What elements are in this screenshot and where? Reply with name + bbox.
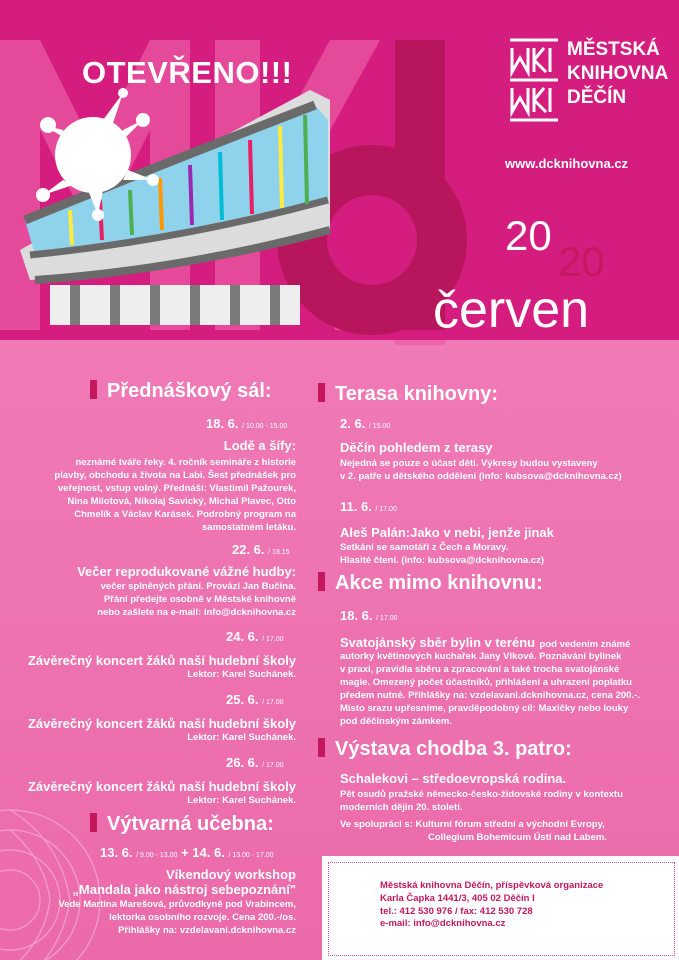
section-art-room: Výtvarná učebna: xyxy=(90,813,274,836)
section-marker xyxy=(318,383,325,402)
event-date: 25. 6. / 17.00 xyxy=(226,692,284,707)
event-date: 22. 6. / 18.15 xyxy=(232,542,290,557)
event-description: Nejedná se pouze o účast dětí. Výkresy budou vystaveny v 2. patře u dětského oddělení (info: kubsova@dcknihovna.cz) xyxy=(340,458,622,482)
year-top: 20 xyxy=(505,212,552,259)
logo-line-2: KNIHOVNA xyxy=(567,63,669,84)
event-description: Setkání se samotáři z Čech a Moravy. Hlasité čtení. (info: kubsova@dcknihovna.cz) xyxy=(340,542,545,566)
contact-box xyxy=(322,856,679,960)
section-exhibition: Výstava chodba 3. patro: xyxy=(318,738,572,761)
website-link[interactable]: www.dcknihovna.cz xyxy=(505,156,629,171)
event-date: 11. 6. / 17.00 xyxy=(340,499,397,514)
event-date: 13. 6. / 9.00 - 13.00 + 14. 6. / 13.00 - 17.00 xyxy=(100,845,274,860)
section-marker xyxy=(318,572,325,591)
logo-line-1: MĚSTSKÁ xyxy=(567,39,660,60)
event-description: večer splněných přání. Provází Jan Bučina. Přání předejte osobně v Městské knihovně nebo zašlete na e-mail: info@dcknihovna.cz xyxy=(97,581,296,618)
event-title-line: Svatojánský sběr bylin v terénu pod vedením známé xyxy=(340,635,631,650)
event-date: 18. 6. / 10.00 - 15.00 xyxy=(206,416,288,431)
section-marker xyxy=(90,380,97,399)
event-description: Vede Martina Marešová, průvodkyně pod Vrabincem, lektorka osobního rozvoje. Cena 200.-/os. Přihlášky na: vzdelavani.dcknihovna.cz xyxy=(58,899,296,936)
event-title: Lodě a šífy: xyxy=(223,438,296,453)
event-description: Lektor: Karel Suchánek. xyxy=(187,669,296,680)
header xyxy=(0,0,679,340)
event-date: 26. 6. / 17.00 xyxy=(226,755,284,770)
event-description: Lektor: Karel Suchánek. xyxy=(187,795,296,806)
event-date: 18. 6. / 17.00 xyxy=(340,608,398,623)
year-bottom: 20 xyxy=(558,238,605,285)
event-title: Aleš Palán:Jako v nebi, jenže jinak xyxy=(340,525,554,540)
contact-text xyxy=(380,880,603,931)
contact-org: Městská knihovna Děčín, příspěvková organizace xyxy=(380,880,604,891)
splash-graphic xyxy=(28,85,168,225)
event-title: Závěrečný koncert žáků naší hudební školy xyxy=(27,779,296,794)
event-description: Lektor: Karel Suchánek. xyxy=(187,732,296,743)
section-marker xyxy=(90,813,97,832)
section-marker xyxy=(318,738,325,757)
event-title: Závěrečný koncert žáků naší hudební školy xyxy=(27,716,296,731)
section-outside-events: Akce mimo knihovnu: xyxy=(318,572,543,595)
event-description: Pět osudů pražské německo-česko-židovské rodiny v kontextu moderních dějin 20. století. xyxy=(340,789,623,813)
month-title: červen xyxy=(433,281,590,339)
event-title: Děčín pohledem z terasy xyxy=(340,440,493,455)
event-title: Večer reprodukované vážné hudby: xyxy=(77,564,296,579)
event-partners: Ve spolupráci s: Kulturní fórum střední a východní Evropy, Collegium Bohemicum Ústí nad Labem. xyxy=(340,819,607,843)
event-title: Schalekovi – středoevropská rodina. xyxy=(340,771,567,786)
logo-text xyxy=(567,38,668,110)
event-description: neznámé tváře řeky. 4. ročník semináře z historie plavby, obchodu a života na Labi. Šest přednášek pro veřejnost, vstup volný. Přednáší: Vlastimil Pažourek, Nina Milotová, Nikolaj Savický, Michal Plavec, Otto Chmelík a Václav Karásek. Podrobný program na samostatném letáku. xyxy=(54,457,296,533)
logo-mark-icon xyxy=(508,36,560,122)
contact-email[interactable]: e-mail: info@dcknihovna.cz xyxy=(380,918,506,930)
contact-address: Karla Čapka 1441/3, 405 02 Děčín I xyxy=(380,892,535,904)
section-lecture-hall: Přednáškový sál: xyxy=(90,380,272,403)
event-description: autorky květinových kuchařek Jany Vlkové. Poznávání bylinek v praxi, pravidla sběru a zpracování a také trocha svatojánské magie. Omezený počet účastníků, přihlášení a uhrazení poplatku předem nutné. Přihlášky na: vzdelavani.dcknihovna.cz, cena 200.-. Místo srazu upřesníme, pravděpodobný cíl: Maxičky nebo louky pod děčínským zámkem. xyxy=(340,651,640,727)
event-date: 24. 6. / 17.00 xyxy=(226,629,284,644)
event-subtitle: „Mandala jako nástroj sebepoznání" xyxy=(72,882,296,897)
event-title: Víkendový workshop xyxy=(165,867,296,882)
event-date: 2. 6. / 15.00 xyxy=(340,416,391,431)
section-terrace: Terasa knihovny: xyxy=(318,383,498,406)
logo-line-3: DĚČÍN xyxy=(567,87,627,108)
event-title: Závěrečný koncert žáků naší hudební školy xyxy=(27,653,296,668)
opening-banner: OTEVŘENO!!! xyxy=(82,55,293,90)
library-logo xyxy=(508,36,668,126)
contact-phone: tel.: 412 530 976 / fax: 412 530 728 xyxy=(380,905,533,917)
